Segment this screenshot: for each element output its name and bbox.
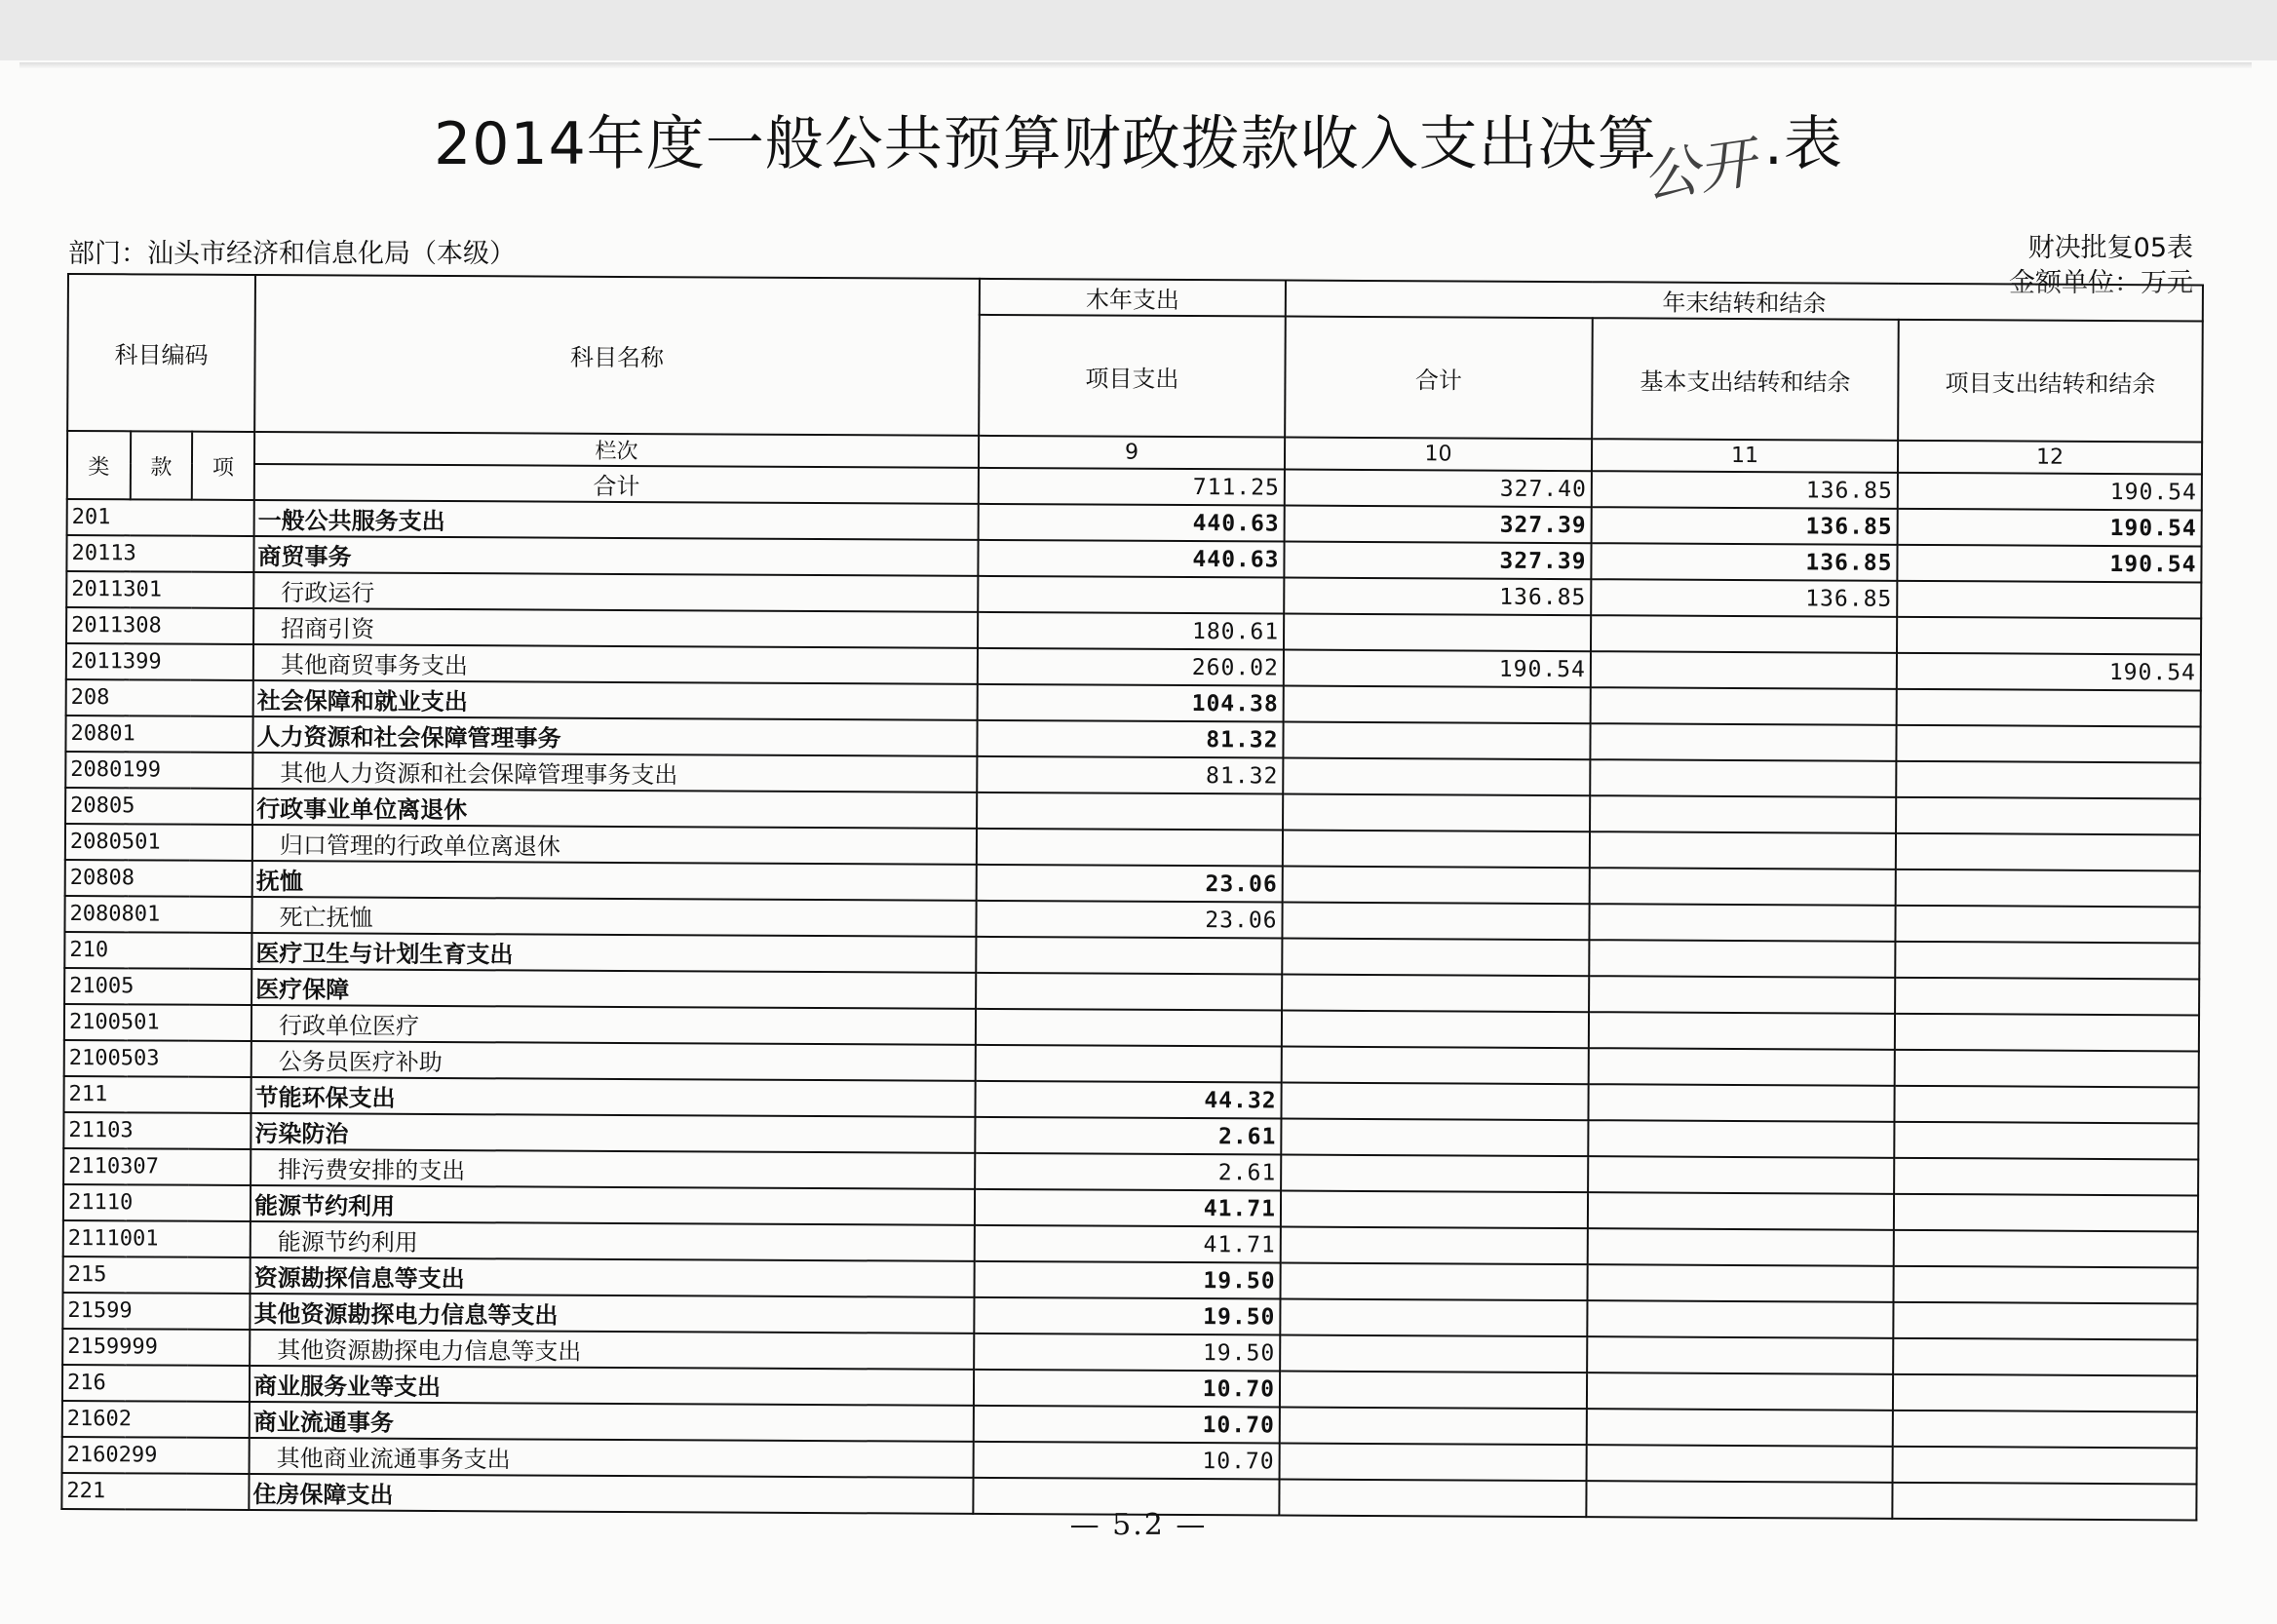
balance-total-cell	[1280, 1408, 1587, 1446]
project-balance-header: 项目支出结转和结余	[1898, 320, 2203, 443]
document-title-suffix: .表	[1763, 110, 1843, 178]
basic-balance-cell	[1589, 1084, 1895, 1122]
subject-code-cell: 2011399	[66, 643, 253, 680]
class-header: 类	[67, 431, 131, 499]
subject-name-cell: 污染防治	[251, 1113, 975, 1153]
this-year-expenditure-header: 木年支出	[980, 279, 1286, 317]
subject-code-cell: 21005	[64, 968, 251, 1005]
subject-code-header: 科目编码	[67, 274, 255, 432]
subject-name-cell: 人力资源和社会保障管理事务	[252, 716, 977, 756]
balance-total-cell: 190.54	[1284, 650, 1591, 688]
subject-code-cell: 216	[62, 1365, 250, 1402]
basic-balance-cell	[1589, 1012, 1895, 1050]
project-expenditure-cell: 10.70	[974, 1406, 1280, 1444]
basic-balance-cell	[1588, 1192, 1894, 1230]
subject-code-cell: 21599	[62, 1293, 250, 1330]
basic-balance-header: 基本支出结转和结余	[1592, 318, 1899, 441]
total-project-balance: 190.54	[1898, 473, 2202, 511]
form-id: 财决批复05表	[2027, 233, 2193, 263]
project-balance-cell	[1894, 1266, 2198, 1304]
department-label: 部门：汕头市经济和信息化局（本级）	[68, 239, 516, 269]
project-expenditure-cell: 2.61	[975, 1117, 1281, 1155]
subject-name-cell: 招商引资	[253, 608, 978, 648]
page-number: — 5.2 —	[1069, 1508, 1208, 1542]
basic-balance-cell	[1590, 723, 1896, 761]
project-balance-cell	[1896, 870, 2200, 908]
balance-total-cell	[1281, 1227, 1588, 1265]
balance-total-cell	[1281, 1263, 1588, 1301]
subject-code-cell: 2011301	[66, 571, 253, 608]
subject-code-cell: 2100503	[64, 1040, 251, 1077]
subject-name-cell: 行政事业单位离退休	[252, 789, 977, 829]
subject-name-cell: 抚恤	[252, 861, 977, 901]
item-header: 项	[192, 432, 254, 500]
subject-name-cell: 一般公共服务支出	[254, 500, 979, 540]
basic-balance-cell: 136.85	[1592, 507, 1898, 545]
balance-total-cell	[1283, 794, 1590, 832]
balance-total-cell	[1282, 1083, 1589, 1121]
subject-code-cell: 2080501	[65, 824, 252, 861]
scan-top-shadow	[19, 62, 2252, 68]
basic-balance-cell	[1591, 651, 1897, 689]
project-balance-cell	[1896, 725, 2200, 763]
balance-total-cell	[1282, 1011, 1589, 1049]
basic-balance-cell	[1589, 940, 1895, 978]
project-expenditure-cell	[977, 829, 1283, 867]
basic-balance-cell	[1589, 1048, 1895, 1086]
project-expenditure-cell	[977, 793, 1283, 831]
subject-name-cell: 住房保障支出	[249, 1474, 973, 1514]
subject-code-cell: 2159999	[62, 1329, 250, 1366]
project-balance-cell: 190.54	[1898, 509, 2202, 547]
basic-balance-cell: 136.85	[1591, 579, 1897, 617]
subject-code-cell: 2110307	[63, 1148, 251, 1185]
basic-balance-cell	[1587, 1336, 1893, 1374]
project-balance-cell	[1894, 1230, 2198, 1268]
project-balance-cell	[1897, 617, 2201, 655]
basic-balance-cell	[1588, 1120, 1894, 1158]
project-expenditure-cell: 440.63	[978, 540, 1284, 578]
balance-total-cell	[1281, 1119, 1588, 1157]
basic-balance-cell	[1590, 759, 1896, 797]
subject-code-cell: 21103	[63, 1112, 251, 1149]
balance-total-cell	[1281, 1155, 1588, 1193]
subject-name-cell: 商贸事务	[253, 536, 978, 576]
budget-table-body	[61, 499, 2201, 1520]
subject-code-cell: 20808	[65, 860, 252, 897]
year-end-balance-header: 年末结转和结余	[1286, 281, 2203, 322]
balance-total-cell	[1284, 614, 1591, 652]
project-balance-cell	[1893, 1374, 2197, 1412]
project-balance-cell	[1894, 1122, 2198, 1160]
project-expenditure-cell: 41.71	[975, 1225, 1281, 1263]
column-10-header: 10	[1285, 438, 1592, 472]
balance-total-header: 合计	[1285, 317, 1593, 440]
balance-total-cell	[1280, 1299, 1587, 1337]
subject-name-header: 科目名称	[254, 275, 980, 436]
subject-name-cell: 死亡抚恤	[251, 897, 976, 937]
subject-code-cell: 2011308	[66, 607, 253, 644]
subject-name-cell: 排污费安排的支出	[251, 1149, 975, 1189]
project-balance-cell	[1894, 1086, 2198, 1124]
project-expenditure-cell: 81.32	[977, 720, 1283, 758]
project-balance-cell	[1893, 1302, 2197, 1340]
subject-code-cell: 21110	[63, 1184, 251, 1221]
subject-name-cell: 医疗保障	[251, 969, 976, 1009]
project-balance-cell	[1897, 689, 2201, 727]
handwritten-stamp: 公开	[1638, 129, 1760, 211]
subject-code-cell: 20805	[65, 788, 252, 825]
subject-code-cell: 2100501	[64, 1004, 251, 1041]
subject-name-cell: 医疗卫生与计划生育支出	[251, 933, 976, 973]
project-balance-cell	[1893, 1411, 2197, 1449]
balance-total-cell: 136.85	[1284, 578, 1591, 616]
basic-balance-cell	[1590, 831, 1896, 870]
subject-code-cell: 2080199	[65, 752, 252, 789]
basic-balance-cell	[1587, 1373, 1893, 1411]
project-balance-cell	[1895, 906, 2199, 944]
column-9-header: 9	[979, 436, 1285, 470]
project-balance-cell	[1895, 1050, 2199, 1088]
subject-code-cell: 201	[67, 499, 254, 536]
project-balance-cell	[1897, 581, 2201, 619]
balance-total-cell	[1282, 903, 1589, 941]
project-balance-cell	[1896, 797, 2200, 835]
project-expenditure-cell: 23.06	[977, 865, 1283, 903]
basic-balance-cell	[1587, 1409, 1893, 1447]
balance-total-cell	[1280, 1444, 1587, 1482]
subject-code-cell: 221	[61, 1473, 249, 1510]
document-title	[0, 110, 2277, 178]
project-balance-cell	[1893, 1447, 2197, 1485]
amount-unit: 金额单位：万元	[2009, 268, 2193, 298]
subject-code-cell: 20113	[66, 535, 253, 572]
project-balance-cell	[1896, 833, 2200, 871]
project-expenditure-cell: 2.61	[975, 1153, 1281, 1191]
project-expenditure-cell	[978, 576, 1284, 614]
budget-table	[60, 273, 2204, 1521]
subject-name-cell: 行政单位医疗	[251, 1005, 976, 1045]
column-12-header: 12	[1898, 441, 2202, 475]
balance-total-cell	[1282, 939, 1589, 977]
subject-name-cell: 能源节约利用	[251, 1185, 975, 1225]
project-expenditure-header: 项目支出	[979, 315, 1286, 438]
project-expenditure-cell: 23.06	[976, 901, 1282, 939]
basic-balance-cell	[1588, 1264, 1894, 1302]
project-expenditure-cell: 81.32	[977, 756, 1283, 794]
basic-balance-cell: 136.85	[1591, 543, 1897, 581]
balance-total-cell	[1280, 1335, 1587, 1373]
basic-balance-cell	[1588, 1156, 1894, 1194]
balance-total-cell: 327.39	[1285, 506, 1592, 544]
basic-balance-cell	[1591, 687, 1897, 725]
section-header: 款	[131, 431, 192, 499]
basic-balance-cell	[1590, 868, 1896, 906]
project-expenditure-cell: 19.50	[975, 1261, 1281, 1299]
subject-name-cell: 公务员医疗补助	[251, 1041, 976, 1081]
project-balance-cell	[1895, 978, 2199, 1016]
balance-total-cell	[1283, 867, 1590, 905]
project-expenditure-cell: 19.50	[974, 1297, 1280, 1335]
subject-name-cell: 其他资源勘探电力信息等支出	[250, 1294, 974, 1334]
project-expenditure-cell: 104.38	[978, 684, 1284, 722]
basic-balance-cell	[1587, 1445, 1893, 1483]
subject-name-cell: 其他资源勘探电力信息等支出	[250, 1330, 974, 1370]
subject-name-cell: 节能环保支出	[251, 1077, 976, 1117]
subject-name-cell: 商业服务业等支出	[250, 1366, 974, 1406]
project-expenditure-cell: 41.71	[975, 1189, 1281, 1227]
project-expenditure-cell: 260.02	[978, 648, 1284, 686]
balance-total-cell	[1282, 1047, 1589, 1085]
subject-code-cell: 210	[64, 932, 251, 969]
project-balance-cell	[1895, 942, 2199, 980]
total-balance-total: 327.40	[1285, 470, 1592, 508]
total-basic-balance: 136.85	[1592, 471, 1898, 509]
balance-total-cell	[1283, 722, 1590, 760]
subject-name-cell: 社会保障和就业支出	[253, 680, 978, 720]
balance-total-cell	[1281, 1191, 1588, 1229]
project-balance-cell	[1894, 1158, 2198, 1196]
basic-balance-cell	[1587, 1300, 1893, 1338]
subject-code-cell: 211	[63, 1076, 251, 1113]
basic-balance-cell	[1589, 904, 1895, 942]
basic-balance-cell	[1591, 615, 1897, 653]
subject-code-cell: 215	[63, 1257, 251, 1294]
subject-name-cell: 资源勘探信息等支出	[251, 1257, 975, 1297]
balance-total-cell	[1280, 1372, 1587, 1410]
project-expenditure-cell: 10.70	[974, 1442, 1280, 1480]
column-order-header: 栏次	[254, 432, 979, 468]
basic-balance-cell	[1589, 976, 1895, 1014]
project-expenditure-cell: 440.63	[979, 504, 1285, 542]
subject-name-cell: 其他人力资源和社会保障管理事务支出	[252, 753, 977, 793]
subject-code-cell: 2111001	[63, 1220, 251, 1257]
balance-total-cell	[1284, 686, 1591, 724]
total-label: 合计	[254, 464, 979, 504]
balance-total-cell	[1283, 758, 1590, 796]
project-expenditure-cell: 180.61	[978, 612, 1284, 650]
project-expenditure-cell: 44.32	[976, 1081, 1282, 1119]
basic-balance-cell	[1590, 795, 1896, 833]
project-balance-cell	[1896, 761, 2200, 799]
project-expenditure-cell: 10.70	[974, 1370, 1280, 1408]
subject-name-cell: 行政运行	[253, 572, 978, 612]
subject-code-cell: 2080801	[64, 896, 251, 933]
project-balance-cell	[1893, 1338, 2197, 1376]
project-balance-cell	[1895, 1014, 2199, 1052]
subject-name-cell: 归口管理的行政单位离退休	[252, 825, 977, 865]
project-expenditure-cell	[976, 973, 1282, 1011]
project-balance-cell: 190.54	[1897, 653, 2201, 691]
project-expenditure-cell: 19.50	[974, 1334, 1280, 1372]
subject-name-cell: 其他商贸事务支出	[253, 644, 978, 684]
subject-name-cell: 商业流通事务	[250, 1402, 974, 1442]
balance-total-cell	[1283, 831, 1590, 869]
document-title-text: 2014年度一般公共预算财政拨款收入支出决算	[434, 110, 1657, 178]
total-project-expenditure: 711.25	[979, 468, 1285, 506]
balance-total-cell	[1282, 975, 1589, 1013]
subject-code-cell: 208	[66, 679, 253, 716]
column-11-header: 11	[1592, 439, 1898, 473]
balance-total-cell: 327.39	[1284, 542, 1591, 580]
subject-code-cell: 2160299	[62, 1437, 250, 1474]
project-expenditure-cell	[976, 1045, 1282, 1083]
subject-code-cell: 20801	[65, 715, 252, 753]
subject-code-cell: 21602	[62, 1401, 250, 1438]
subject-name-cell: 能源节约利用	[251, 1221, 975, 1261]
basic-balance-cell	[1588, 1228, 1894, 1266]
project-expenditure-cell	[976, 1009, 1282, 1047]
subject-name-cell: 其他商业流通事务支出	[250, 1438, 974, 1478]
project-balance-cell: 190.54	[1897, 545, 2201, 583]
project-expenditure-cell	[976, 937, 1282, 975]
project-balance-cell	[1894, 1194, 2198, 1232]
